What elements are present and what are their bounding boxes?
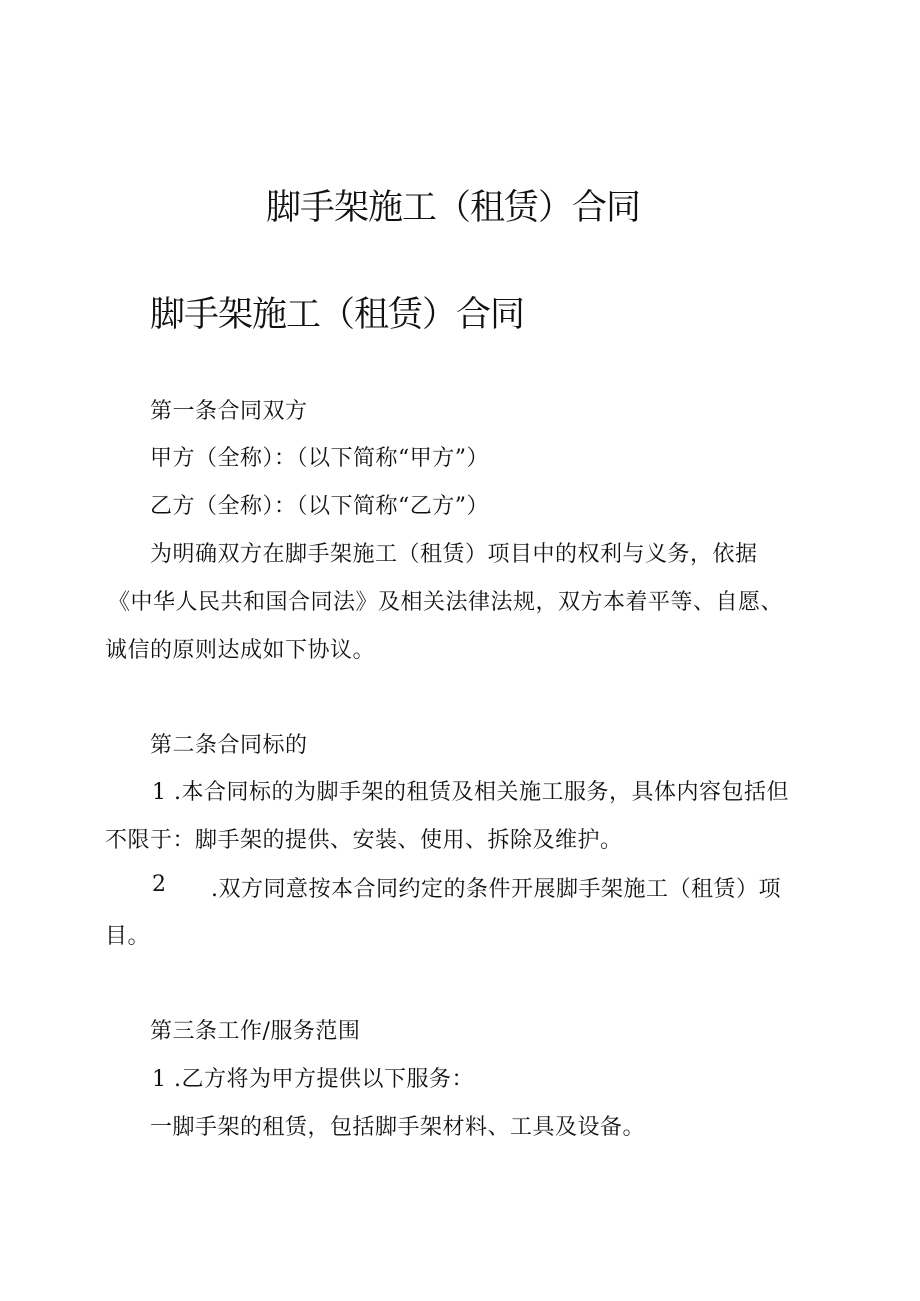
section2-item1-line-1: 1 .本合同标的为脚手架的租赁及相关施工服务，具体内容包括但 bbox=[152, 780, 789, 805]
preamble-line-3: 诚信的原则达成如下协议。 bbox=[105, 638, 376, 663]
preamble-line-2: 《中华人民共和国合同法》及相关法律法规，双方本着平等、自愿、 bbox=[108, 590, 784, 615]
party-b-line: 乙方（全称）：（以下简称“乙方”） bbox=[150, 494, 489, 519]
preamble-line-1: 为明确双方在脚手架施工（租赁）项目中的权利与义务，依据 bbox=[150, 542, 758, 567]
section2-item1-line-2: 不限于：脚手架的提供、安装、使用、拆除及维护。 bbox=[105, 828, 623, 853]
section2-heading: 第二条合同标的 bbox=[150, 733, 308, 758]
section3-item1: 1 .乙方将为甲方提供以下服务： bbox=[152, 1067, 474, 1092]
document-title: 脚手架施工（租赁）合同 bbox=[266, 188, 641, 228]
section3-bullet1: 一脚手架的租赁，包括脚手架材料、工具及设备。 bbox=[150, 1115, 646, 1140]
section3-heading: 第三条工作/服务范围 bbox=[150, 1019, 361, 1044]
section2-item2-number: 2 bbox=[152, 872, 167, 897]
document-subtitle: 脚手架施工（租赁）合同 bbox=[150, 295, 525, 335]
section2-item2-line-2: 目。 bbox=[105, 924, 151, 949]
party-a-line: 甲方（全称）：（以下简称“甲方”） bbox=[150, 446, 489, 471]
section2-item2-line-1: .双方同意按本合同约定的条件开展脚手架施工（租赁）项 bbox=[211, 877, 781, 902]
section1-heading: 第一条合同双方 bbox=[150, 399, 308, 424]
